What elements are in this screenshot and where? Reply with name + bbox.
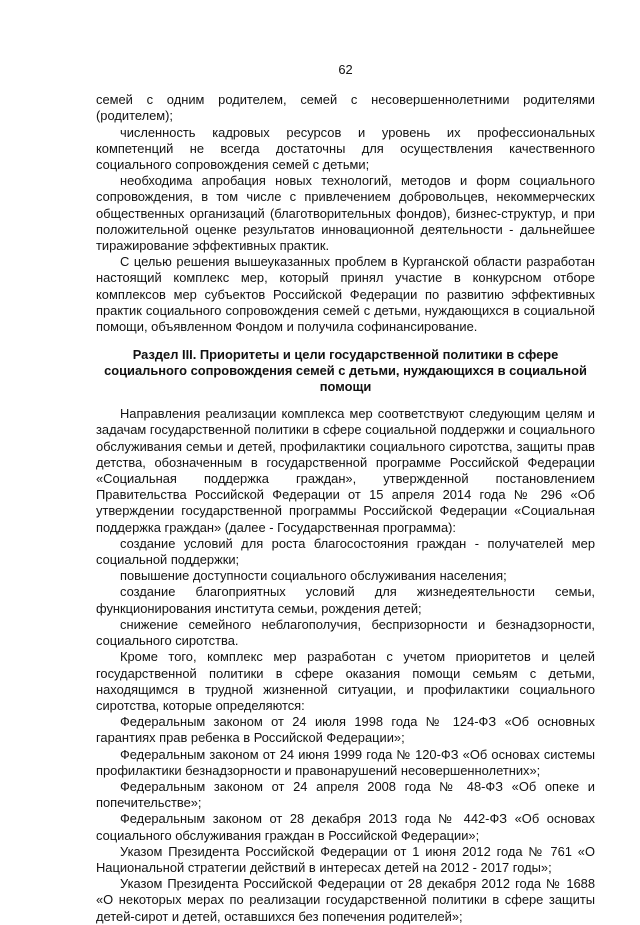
legal-reference: Указом Президента Российской Федерации от 1 июня 2012 года № 761 «О Национальной стратегии действий в интересах детей на 2012 - 2017 годы»; [96,843,595,875]
list-item: создание благоприятных условий для жизнедеятельности семьи, функционирования института семьи, рождения детей; [96,584,595,616]
paragraph: семей с одним родителем, семей с несовершеннолетними родителями (родителем); [96,92,595,124]
paragraph: необходима апробация новых технологий, методов и форм социального сопровождения, в том числе с привлечением добровольцев, некоммерческих общественных организаций (благотворительных фондов), бизнес-структур, и при положительной оценке результатов инновационной деятельности - дальнейшее тиражирование эффективных практик. [96,173,595,254]
section-heading: Раздел III. Приоритеты и цели государственной политики в сфере социального сопровождения семей с детьми, нуждающихся в социальной помощи [104,347,587,395]
legal-reference: Федеральным законом от 24 апреля 2008 года № 48-ФЗ «Об опеке и попечительстве»; [96,778,595,811]
legal-reference: Федеральным законом от 24 июля 1998 года № 124-ФЗ «Об основных гарантиях прав ребенка в Российской Федерации»; [96,714,595,746]
legal-reference: Федеральным законом от 28 декабря 2013 года № 442-ФЗ «Об основах социального обслуживания граждан в Российской Федерации»; [96,811,595,843]
legal-reference: Федеральным законом от 24 июня 1999 года № 120-ФЗ «Об основах системы профилактики безнадзорности и правонарушений несовершеннолетних»; [96,746,595,778]
page-number: 62 [338,62,353,77]
list-item: создание условий для роста благосостояния граждан - получателей мер социальной поддержки; [96,535,595,568]
paragraph: С целью решения вышеуказанных проблем в Курганской области разработан настоящий комплекс мер, который принял участие в конкурсном отборе комплексов мер субъектов Российской Федерации по развитию эффективных практик социального сопровождения семей с детьми, нуждающихся в социальной помощи, объявленном Фондом и получила софинансирование. [96,254,595,335]
paragraph: численность кадровых ресурсов и уровень их профессиональных компетенций не всегда достаточны для осуществления качественного социального сопровождения семей с детьми; [96,124,595,173]
paragraph: Кроме того, комплекс мер разработан с учетом приоритетов и целей государственной политики в сфере оказания помощи семьям с детьми, находящимся в трудной жизненной ситуации, и профилактики социального сиротства, которые определяются: [96,649,595,713]
legal-reference: Указом Президента Российской Федерации от 28 декабря 2012 года № 1688 «О некоторых мерах по реализации государственной политики в сфере защиты детей-сирот и детей, оставшихся без попечения родителей»; [96,876,595,924]
list-item: снижение семейного неблагополучия, беспризорности и безнадзорности, социального сиротства. [96,616,595,649]
paragraph: Направления реализации комплекса мер соответствуют следующим целям и задачам государственной политики в сфере социальной поддержки и социального обслуживания семьи и детей, профилактики социального сиротства, защиты прав детства, обозначенным в государственной программе Российской Федерации «Социальная поддержка граждан», утвержденной постановлением Правительства Российской Федерации от 15 апреля 2014 года № 296 «Об утверждении государственной программы Российской Федерации «Социальная поддержка граждан» (далее - Государственная программа): [96,406,595,535]
list-item: повышение доступности социального обслуживания населения; [120,568,507,584]
